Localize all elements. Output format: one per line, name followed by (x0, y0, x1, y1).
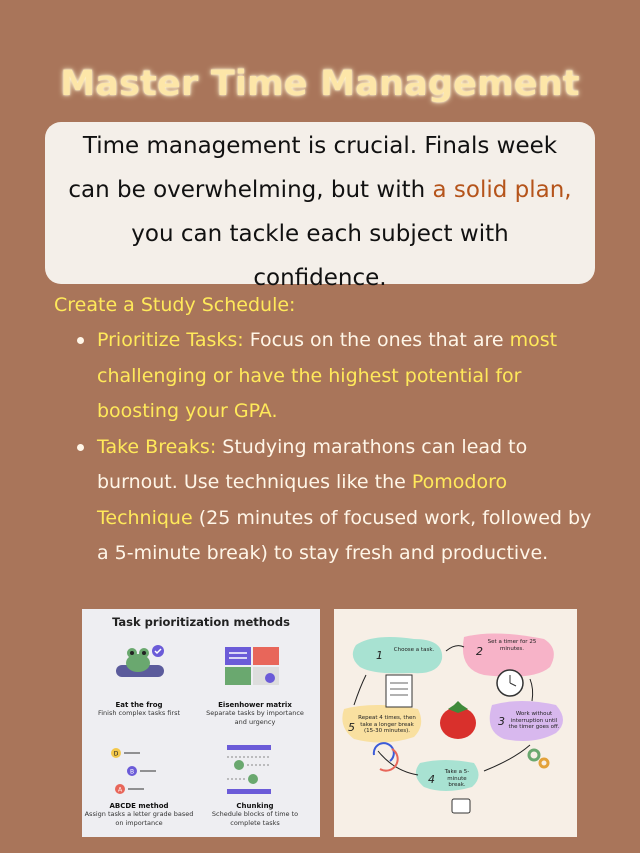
page-title: Master Time Management (60, 64, 580, 104)
step-number: 1 (376, 649, 383, 662)
intro-box (45, 122, 595, 291)
intro-text: Time management is crucial. Finals week can be overwhelming, but with (68, 133, 558, 203)
bullet-text: Studying marathons can lead to burnout. Use techniques like the (97, 435, 528, 493)
step-text: Set a timer for 25 minutes. (487, 639, 537, 652)
method-name: Chunking (236, 802, 274, 810)
step-number: 5 (348, 721, 355, 734)
bullet-text-end: (25 minutes of focused work, followed by a 5-minute break) to stay fresh and productive. (97, 506, 592, 564)
method-chunking (200, 802, 310, 827)
method-desc: Schedule blocks of time to complete tasks (211, 810, 299, 827)
method-abcde (84, 802, 194, 827)
list-item (97, 323, 597, 430)
pomodoro-image (334, 609, 577, 837)
section-heading: Create a Study Schedule: (54, 294, 296, 316)
abcde-letter: D (113, 750, 119, 758)
step-text: Repeat 4 times, then take a longer break (15-30 minutes). (358, 715, 416, 734)
abcde-letter: A (117, 786, 123, 794)
bullet-text: Focus on the ones that are (243, 329, 510, 351)
method-name: ABCDE method (109, 802, 169, 810)
method-desc: Separate tasks by importance and urgency (206, 709, 304, 726)
abcde-letter: B (129, 768, 135, 776)
chunking-icon (227, 745, 279, 795)
method-eisenhower (200, 701, 310, 726)
abcde-icon (110, 743, 170, 799)
tips-list (97, 323, 597, 572)
matrix-icon (225, 647, 281, 687)
method-name: Eisenhower matrix (218, 701, 292, 709)
bullet-highlight: Pomodoro Technique (97, 471, 508, 529)
frog-icon (112, 639, 172, 679)
step-text: Work without interruption until the timer goes off. (508, 711, 560, 730)
step-number: 2 (476, 645, 483, 658)
method-eat-the-frog (84, 701, 194, 718)
bullet-label: Take Breaks: (97, 435, 217, 458)
method-desc: Finish complex tasks first (97, 709, 181, 717)
list-item (97, 430, 597, 572)
step-text: Take a 5-minute break. (444, 769, 470, 788)
bullet-highlight: most challenging or have the highest potential for boosting your GPA. (97, 329, 558, 422)
method-desc: Assign tasks a letter grade based on importance (84, 810, 194, 827)
prioritization-image (82, 609, 320, 837)
bullet-label: Prioritize Tasks: (97, 329, 244, 351)
method-name: Eat the frog (115, 701, 163, 709)
step-number: 3 (498, 715, 505, 728)
intro-highlight: a solid plan, (432, 177, 572, 203)
prioritization-title: Task prioritization methods (112, 615, 290, 629)
step-number: 4 (428, 773, 435, 786)
intro-text-end: you can tackle each subject with confidence. (131, 221, 509, 291)
step-text: Choose a task. (393, 647, 435, 653)
